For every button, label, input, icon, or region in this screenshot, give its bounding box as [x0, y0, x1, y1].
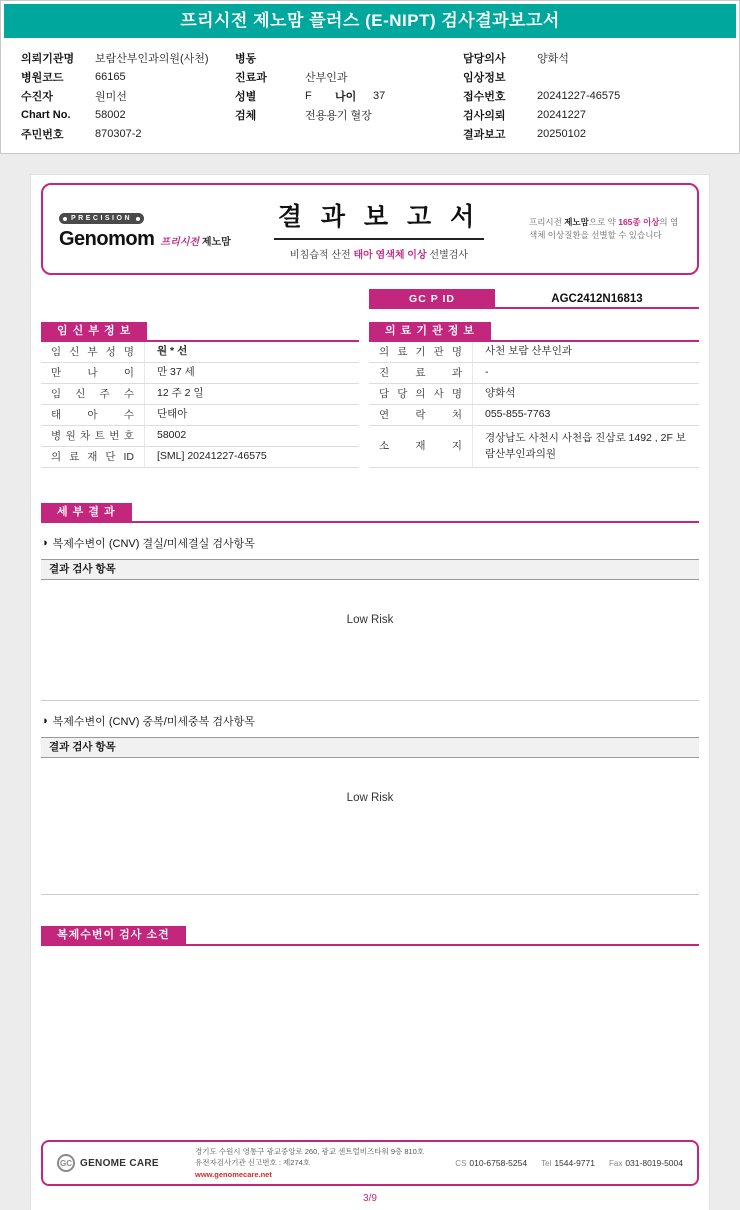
clinic-table-title: 의 료 기 관 정 보	[369, 322, 491, 340]
field-label: Chart No.	[21, 108, 71, 121]
info-tables	[41, 321, 699, 468]
field-label: 병동	[235, 52, 257, 65]
field-value: 20241227-46575	[537, 89, 621, 102]
field-label: 임상정보	[463, 71, 506, 84]
field-value: 산부인과	[305, 71, 348, 84]
field-label: 병원코드	[21, 71, 64, 84]
field-value: 20250102	[537, 127, 586, 140]
cnv-duplication-column-header: 결과 검사 항목	[41, 737, 699, 758]
table-row: 만 나 이 만 37 세	[41, 363, 359, 384]
cnv-findings-header	[41, 925, 699, 946]
emr-header	[0, 0, 740, 154]
website-link: www.genomecare.net	[195, 1169, 272, 1179]
patient-info-col3	[463, 48, 725, 143]
table-row: 연 락 처 055-855-7763	[369, 405, 699, 426]
info-row	[463, 105, 725, 124]
field-label: 성별	[235, 90, 257, 103]
field-value: F	[305, 89, 312, 102]
field-value: 58002	[95, 108, 126, 121]
cnv-findings-title: 복제수변이 검사 소견	[41, 926, 186, 944]
footer-box	[41, 1140, 699, 1186]
patient-info-grid	[1, 41, 739, 153]
contact-tel: Tel 1544-9771	[541, 1158, 595, 1168]
page-number: 3/9	[363, 1193, 377, 1204]
info-row	[463, 67, 725, 86]
info-row	[21, 67, 235, 86]
gcpid-row	[369, 289, 699, 309]
cnv-duplication-result: Low Risk	[346, 792, 394, 804]
info-row	[235, 48, 463, 67]
field-value: 20241227	[537, 108, 586, 121]
field-value: 37	[373, 89, 386, 102]
half-circle-icon: ◑	[41, 536, 48, 549]
field-label: 검사의뢰	[463, 109, 506, 122]
report-main-title: 결 과 보 고 서	[274, 197, 485, 240]
field-value: 전용용기 혈장	[305, 109, 372, 122]
footer-address	[195, 1146, 424, 1180]
cnv-deletion-result: Low Risk	[346, 614, 394, 626]
genome-care-logo	[57, 1154, 185, 1172]
brand-kr-pink: 프리시전	[160, 237, 200, 248]
field-value: 보람산부인과의원(사천)	[95, 52, 209, 65]
report-description: 프리시전 제노맘으로 약 165종 이상의 염색체 이상질환을 선별할 수 있습니다	[529, 216, 679, 240]
info-row-sex-age	[235, 86, 463, 105]
details-section-title: 세 부 결 과	[41, 503, 132, 521]
brand-korean	[160, 233, 230, 248]
genomom-logo	[59, 207, 229, 251]
brand-kr-dark: 제노맘	[201, 237, 231, 248]
report-header-box	[41, 183, 699, 275]
field-label: 수진자	[21, 90, 53, 103]
precision-badge-icon: PRECISION	[59, 213, 144, 224]
field-label: 검체	[235, 109, 257, 122]
field-label: 나이	[335, 90, 357, 103]
field-value: 66165	[95, 70, 126, 83]
field-value: 양화석	[537, 52, 569, 65]
table-row: 병 원 차 트 번 호 58002	[41, 426, 359, 447]
table-row: 임 신 부 성 명 원 * 선	[41, 342, 359, 363]
table-row: 의 료 기 관 명 사천 보람 산부인과	[369, 342, 699, 363]
genome-care-logo-text: GENOME CARE	[80, 1157, 159, 1169]
brand-row	[59, 228, 229, 251]
clinic-info-table	[369, 321, 699, 468]
report-page	[30, 174, 710, 1210]
contact-cs: CS 010-6758-5254	[455, 1158, 528, 1168]
table-row: 의 료 재 단 ID [SML] 20241227-46575	[41, 447, 359, 468]
half-circle-icon: ◑	[41, 714, 48, 727]
info-row	[21, 86, 235, 105]
patient-info-col1	[21, 48, 235, 143]
info-row	[463, 48, 725, 67]
info-row	[21, 105, 235, 124]
address-line2: 유전자검사기관 신고번호 : 제274호	[195, 1158, 311, 1168]
footer-contacts	[455, 1158, 683, 1168]
field-label: 접수번호	[463, 90, 506, 103]
table-row: 태 아 수 단태아	[41, 405, 359, 426]
table-row: 임 신 주 수 12 주 2 일	[41, 384, 359, 405]
report-main-title-block	[239, 197, 519, 261]
details-section-header	[41, 502, 699, 523]
mother-info-table	[41, 321, 359, 468]
info-row	[235, 105, 463, 124]
report-title: 프리시전 제노맘 플러스 (E-NIPT) 검사결과보고서	[180, 11, 560, 30]
clinic-table-header	[369, 321, 699, 342]
field-value: 870307-2	[95, 127, 142, 140]
table-row: 진 료 과 -	[369, 363, 699, 384]
contact-fax: Fax 031-8019-5004	[608, 1158, 683, 1168]
gcpid-label: GC P ID	[369, 289, 495, 307]
table-row: 소 재 지 경상남도 사천시 사천읍 진삼로 1492 , 2F 보람산부인과의원	[369, 426, 699, 468]
info-row	[21, 48, 235, 67]
mother-table-header	[41, 321, 359, 342]
report-title-bar	[4, 4, 736, 38]
field-label: 진료과	[235, 71, 267, 84]
field-value: 원미선	[95, 90, 127, 103]
field-label: 의뢰기관명	[21, 52, 75, 65]
brand-name: Genomom	[59, 228, 155, 250]
info-row	[21, 124, 235, 143]
gcpid-value: AGC2412N16813	[551, 293, 643, 305]
cnv-deletion-column-header: 결과 검사 항목	[41, 559, 699, 580]
cnv-deletion-title: ◑ 복제수변이 (CNV) 결실/미세결실 검사항목	[41, 536, 255, 550]
cnv-deletion-result-area	[41, 580, 699, 701]
cnv-duplication-title: ◑ 복제수변이 (CNV) 중복/미세중복 검사항목	[41, 714, 255, 728]
blank-findings-area	[41, 946, 699, 1140]
field-label: 주민번호	[21, 128, 64, 141]
info-row	[463, 124, 725, 143]
field-label: 담당의사	[463, 52, 506, 65]
cnv-duplication-result-area	[41, 758, 699, 895]
info-row	[463, 86, 725, 105]
field-label: 결과보고	[463, 128, 506, 141]
info-row	[235, 67, 463, 86]
mother-table-title: 임 신 부 정 보	[41, 322, 147, 340]
address-line1: 경기도 수원시 영통구 광교중앙로 260, 광교 센트럴비즈타워 9층 810호	[195, 1147, 425, 1157]
report-subtitle: 비침습적 산전 태아 염색체 이상 선별검사	[289, 250, 469, 261]
genome-care-logo-icon: GC	[57, 1154, 75, 1172]
patient-info-col2	[235, 48, 463, 143]
table-row: 담 당 의 사 명 양화석	[369, 384, 699, 405]
